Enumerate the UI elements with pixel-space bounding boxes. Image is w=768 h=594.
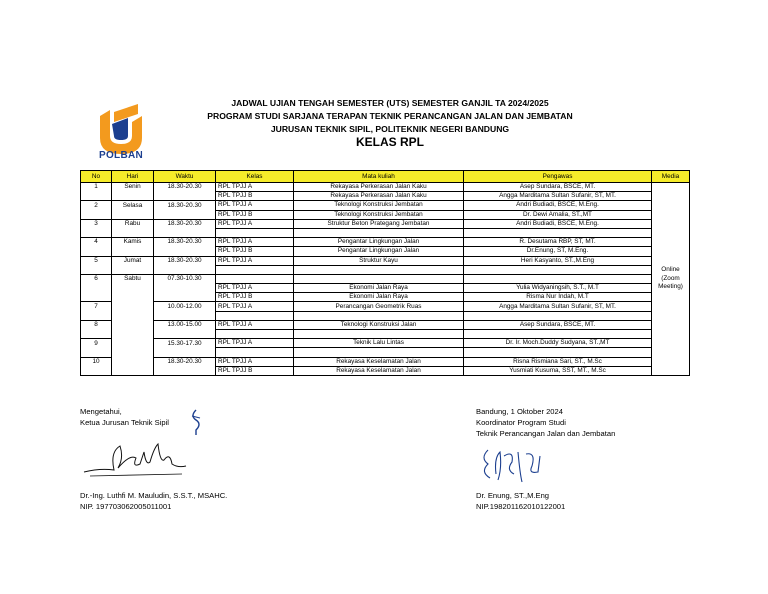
table-row [81, 311, 690, 320]
cell-no: 9 [81, 339, 112, 348]
cell-matkul: Rekayasa Keselamatan Jalan [294, 366, 464, 375]
left-role: Ketua Jurusan Teknik Sipil [80, 418, 169, 427]
table-row [81, 302, 690, 311]
cell-hari: Rabu [112, 219, 154, 228]
cell-pengawas: Yusmiati Kusuma, SST, MT., M.Sc [464, 366, 652, 375]
table-row [81, 192, 690, 201]
cell-waktu: 18.30-20.30 [154, 219, 216, 228]
cell-hari [112, 348, 154, 357]
cell-pengawas: Asep Sundara, BSCE, MT. [464, 183, 652, 192]
left-signature-icon [80, 438, 190, 482]
cell-matkul [294, 274, 464, 283]
cell-no: 7 [81, 302, 112, 311]
cell-kelas: RPL TPJJ A [216, 320, 294, 329]
acknowledged-label: Mengetahui, [80, 407, 122, 416]
col-header: Kelas [216, 171, 294, 183]
cell-pengawas: Risna Rismiana Sari, ST., M.Sc [464, 357, 652, 366]
cell-waktu [154, 330, 216, 339]
cell-waktu [154, 192, 216, 201]
table-row [81, 348, 690, 357]
cell-no: 1 [81, 183, 112, 192]
cell-pengawas: Andri Budiadi, BSCE, M.Eng. [464, 219, 652, 228]
cell-no [81, 311, 112, 320]
col-header: Hari [112, 171, 154, 183]
cell-pengawas: Dr. Dewi Amalia, ST.,MT [464, 210, 652, 219]
cell-no: 6 [81, 274, 112, 283]
cell-hari [112, 366, 154, 375]
table-row [81, 256, 690, 265]
cell-no [81, 293, 112, 302]
cell-kelas: RPL TPJJ A [216, 238, 294, 247]
stamp-mark-icon [186, 408, 206, 436]
cell-hari [112, 357, 154, 366]
table-row [81, 320, 690, 329]
right-signer [476, 490, 565, 512]
table-row [81, 339, 690, 348]
cell-hari: Selasa [112, 201, 154, 210]
table-row [81, 366, 690, 375]
cell-hari [112, 265, 154, 274]
cell-pengawas: Asep Sundara, BSCE, MT. [464, 320, 652, 329]
cell-pengawas: Dr.Enung, ST, M.Eng. [464, 247, 652, 256]
cell-matkul [294, 311, 464, 320]
cell-kelas: RPL TPJJ B [216, 210, 294, 219]
col-header: Pengawas [464, 171, 652, 183]
table-row [81, 357, 690, 366]
department-title: JURUSAN TEKNIK SIPIL, POLITEKNIK NEGERI BANDUNG [270, 124, 510, 134]
cell-no: 10 [81, 357, 112, 366]
cell-no [81, 228, 112, 237]
left-signer [80, 490, 227, 512]
cell-kelas [216, 274, 294, 283]
right-signer-nip: NIP.198201162010122001 [476, 502, 566, 511]
cell-matkul: Pengantar Lingkungan Jalan [294, 238, 464, 247]
right-signer-name: Dr. Enung, ST.,M.Eng [476, 491, 550, 500]
cell-matkul: Teknik Lalu Lintas [294, 339, 464, 348]
class-title: KELAS RPL [355, 135, 424, 149]
cell-waktu [154, 228, 216, 237]
left-signer-name: Dr.-Ing. Luthfi M. Mauludin, S.S.T., MSAHC. [80, 491, 228, 500]
cell-hari [112, 311, 154, 320]
cell-no: 3 [81, 219, 112, 228]
cell-waktu: 18.30-20.30 [154, 201, 216, 210]
cell-waktu: 18.30-20.30 [154, 357, 216, 366]
cell-hari [112, 210, 154, 219]
cell-waktu [154, 210, 216, 219]
cell-waktu: 10.00-12.00 [154, 302, 216, 311]
col-header: Mata kuliah [294, 171, 464, 183]
left-signer-nip: NIP. 197703062005011001 [80, 502, 172, 511]
col-header: Waktu [154, 171, 216, 183]
schedule-table [80, 170, 690, 376]
cell-no [81, 330, 112, 339]
cell-kelas: RPL TPJJ A [216, 201, 294, 210]
col-header: No [81, 171, 112, 183]
cell-kelas: RPL TPJJ B [216, 192, 294, 201]
cell-kelas: RPL TPJJ A [216, 339, 294, 348]
cell-waktu: 13.00-15.00 [154, 320, 216, 329]
cell-no [81, 210, 112, 219]
cell-hari: Jumat [112, 256, 154, 265]
right-signature-block [476, 406, 615, 439]
cell-hari [112, 192, 154, 201]
cell-matkul [294, 228, 464, 237]
table-row [81, 238, 690, 247]
cell-hari [112, 330, 154, 339]
table-row [81, 330, 690, 339]
cell-matkul: Teknologi Konstruksi Jembatan [294, 201, 464, 210]
col-header: Media [652, 171, 690, 183]
cell-hari: Senin [112, 183, 154, 192]
cell-waktu: 07.30-10.30 [154, 274, 216, 283]
cell-kelas [216, 348, 294, 357]
cell-no: 2 [81, 201, 112, 210]
table-header-row [81, 171, 690, 183]
cell-no [81, 192, 112, 201]
doc-title: JADWAL UJIAN TENGAH SEMESTER (UTS) SEMESTER GANJIL TA 2024/2025 [231, 98, 549, 108]
cell-waktu [154, 366, 216, 375]
cell-waktu: 15.30-17.30 [154, 339, 216, 348]
logo-text: POLBAN [98, 150, 144, 161]
cell-waktu: 18.30-20.30 [154, 256, 216, 265]
cell-pengawas: Yulia Widyaningsih, S.T., M.T [464, 284, 652, 293]
cell-pengawas: Dr. Ir. Moch.Duddy Sudyana, ST.,MT [464, 339, 652, 348]
cell-kelas: RPL TPJJ A [216, 357, 294, 366]
cell-no: 5 [81, 256, 112, 265]
cell-pengawas [464, 274, 652, 283]
cell-no [81, 247, 112, 256]
cell-matkul: Teknologi Konstruksi Jalan [294, 320, 464, 329]
cell-pengawas: Risma Nur Indah, M.T [464, 293, 652, 302]
cell-kelas [216, 265, 294, 274]
table-row [81, 284, 690, 293]
cell-waktu [154, 247, 216, 256]
cell-matkul: Ekonomi Jalan Raya [294, 293, 464, 302]
cell-pengawas [464, 348, 652, 357]
table-row [81, 183, 690, 192]
right-signature-icon [478, 444, 558, 488]
cell-waktu: 18.30-20.30 [154, 183, 216, 192]
cell-matkul: Rekayasa Perkerasan Jalan Kaku [294, 183, 464, 192]
cell-kelas: RPL TPJJ A [216, 256, 294, 265]
cell-pengawas: Heri Kasyanto, ST.,M.Eng [464, 256, 652, 265]
cell-waktu [154, 284, 216, 293]
program-title: PROGRAM STUDI SARJANA TERAPAN TEKNIK PERANCANGAN JALAN DAN JEMBATAN [207, 111, 573, 121]
cell-kelas [216, 330, 294, 339]
right-program: Teknik Perancangan Jalan dan Jembatan [476, 429, 616, 438]
cell-pengawas: R. Desutama RBP, ST, MT. [464, 238, 652, 247]
table-row [81, 228, 690, 237]
cell-matkul: Struktur Kayu [294, 256, 464, 265]
cell-kelas: RPL TPJJ B [216, 293, 294, 302]
table-row [81, 265, 690, 274]
cell-hari [112, 284, 154, 293]
cell-media: Online (Zoom Meeting) [652, 183, 690, 376]
left-signature-block [80, 406, 169, 428]
cell-hari [112, 228, 154, 237]
cell-matkul: Perancangan Geometrik Ruas [294, 302, 464, 311]
cell-hari: Sabtu [112, 274, 154, 283]
cell-pengawas: Angga Marditama Sultan Sufanir, ST, MT. [464, 302, 652, 311]
cell-no [81, 265, 112, 274]
cell-pengawas: Angga Marditama Sultan Sufanir, ST, MT. [464, 192, 652, 201]
date-place: Bandung, 1 Oktober 2024 [476, 407, 563, 416]
cell-matkul [294, 265, 464, 274]
cell-hari [112, 302, 154, 311]
cell-hari [112, 293, 154, 302]
cell-matkul: Pengantar Lingkungan Jalan [294, 247, 464, 256]
cell-pengawas [464, 311, 652, 320]
cell-waktu: 18.30-20.30 [154, 238, 216, 247]
cell-matkul [294, 330, 464, 339]
cell-no [81, 366, 112, 375]
cell-pengawas [464, 265, 652, 274]
table-row [81, 210, 690, 219]
cell-no: 8 [81, 320, 112, 329]
table-row [81, 293, 690, 302]
cell-hari [112, 247, 154, 256]
cell-kelas: RPL TPJJ A [216, 183, 294, 192]
table-row [81, 247, 690, 256]
cell-waktu [154, 311, 216, 320]
cell-matkul: Ekonomi Jalan Raya [294, 284, 464, 293]
cell-kelas: RPL TPJJ A [216, 219, 294, 228]
cell-matkul [294, 348, 464, 357]
table-row [81, 201, 690, 210]
cell-kelas: RPL TPJJ B [216, 247, 294, 256]
cell-kelas: RPL TPJJ B [216, 366, 294, 375]
table-row [81, 274, 690, 283]
cell-matkul: Rekayasa Perkerasan Jalan Kaku [294, 192, 464, 201]
cell-matkul: Rekayasa Keselamatan Jalan [294, 357, 464, 366]
cell-matkul: Struktur Beton Prategang Jembatan [294, 219, 464, 228]
table-row [81, 219, 690, 228]
cell-kelas [216, 311, 294, 320]
cell-kelas: RPL TPJJ A [216, 302, 294, 311]
cell-waktu [154, 293, 216, 302]
cell-waktu [154, 265, 216, 274]
cell-kelas [216, 228, 294, 237]
cell-hari [112, 339, 154, 348]
cell-matkul: Teknologi Konstruksi Jembatan [294, 210, 464, 219]
cell-pengawas [464, 330, 652, 339]
cell-no: 4 [81, 238, 112, 247]
cell-hari: Kamis [112, 238, 154, 247]
cell-pengawas [464, 228, 652, 237]
cell-waktu [154, 348, 216, 357]
cell-pengawas: Andri Budiadi, BSCE, M.Eng. [464, 201, 652, 210]
cell-kelas: RPL TPJJ A [216, 284, 294, 293]
cell-no [81, 348, 112, 357]
right-role: Koordinator Program Studi [476, 418, 566, 427]
cell-hari [112, 320, 154, 329]
cell-no [81, 284, 112, 293]
